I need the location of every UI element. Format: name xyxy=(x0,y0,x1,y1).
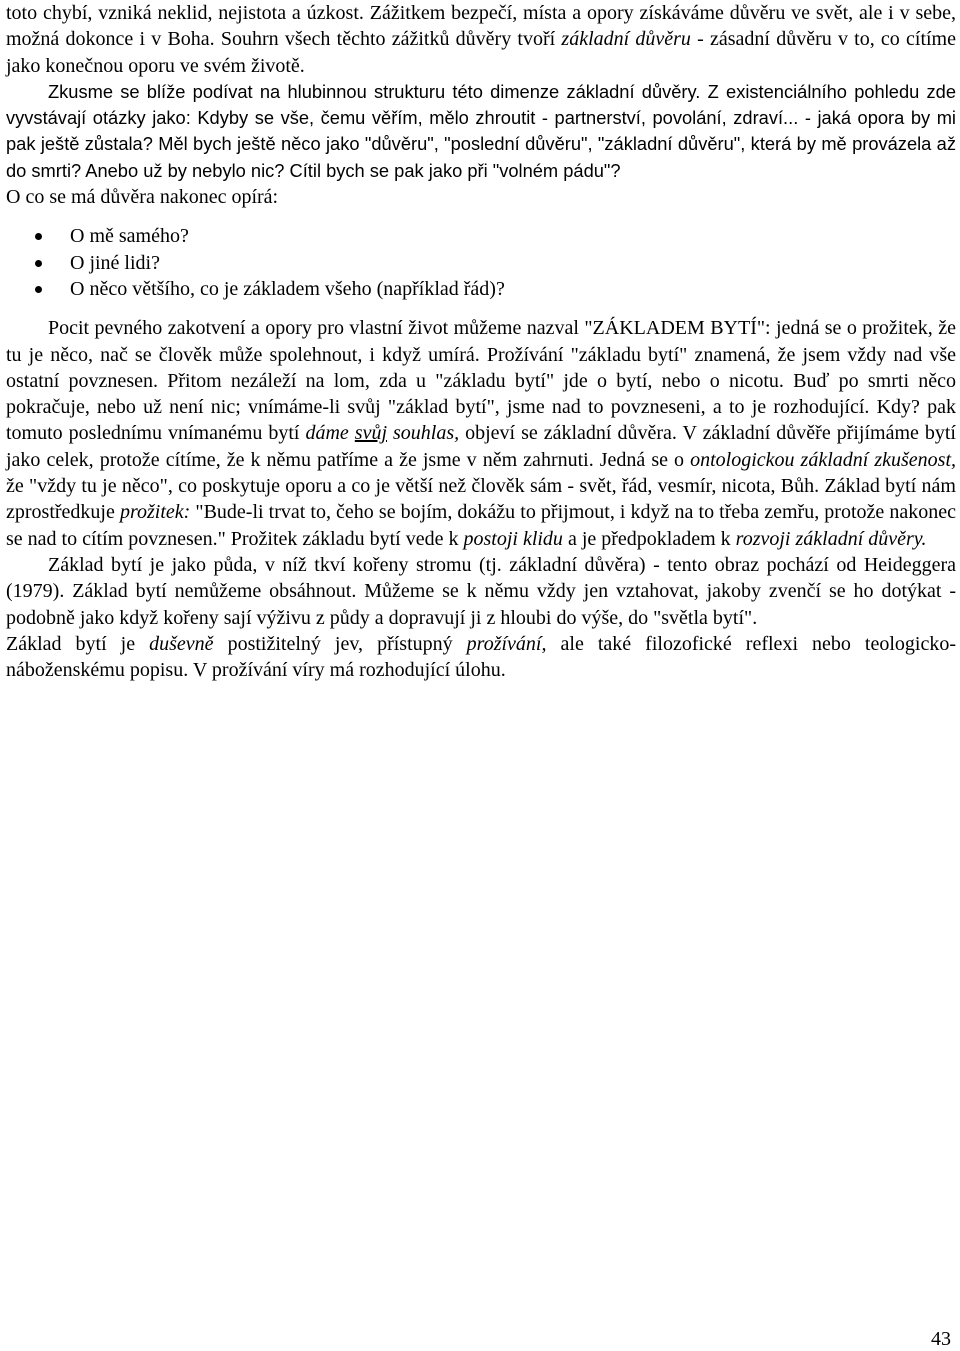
list-item-text: O něco většího, co je základem všeho (například řád)? xyxy=(70,277,505,300)
text-span: ale také filozofické reflexi nebo teologicko-náboženskému popisu. V prožívání víry má rozhodující úlohu. xyxy=(6,632,956,682)
bullet-icon xyxy=(35,286,42,293)
text-span: objeví se základní důvěra. V základní důvěře přijímáme bytí jako celek, protože cítíme, že k němu patříme a že jsme v něm zahrnuti. Jedná se o xyxy=(6,422,956,471)
document-page xyxy=(6,0,956,683)
list-item xyxy=(6,223,956,249)
text-span: Zkusme se blíže podívat na hlubinnou strukturu této dimenze základní důvěry. Z existenciálního pohledu zde vyvstávají otázky jako: Kdyby se vše, čemu věřím, mělo zhroutit - partnerství, povolání, zdraví... - jaká opora by mi pak ještě zůstala? Měl bych ještě něco jako "důvěru", "poslední důvěru", "základní důvěru", která by mě provázela až do smrti? Anebo už by nebylo nic? Cítil bych se pak jako při "volném pádu"? xyxy=(6,80,956,181)
list-item xyxy=(6,250,956,276)
text-span: Pocit pevného zakotvení a opory pro vlastní život můžeme nazval "ZÁKLADEM BYTÍ": jedná se o prožitek, že tu je něco, nač se člověk může spolehnout, i když umírá. Prožívání "základu bytí" znamená, že jsem vždy nad vše ostatní povznesen. Přitom nezáleží na lom, zda u "základu bytí" jde o bytí, nebo o nicotu. Buď po smrti něco pokračuje, nebo už není nic; vnímáme-li svůj "základ bytí", jsme nad to povzneseni, a to je rozhodující. Kdy? pak tomuto poslednímu vnímanému bytí xyxy=(6,317,956,445)
paragraph-existential xyxy=(6,79,956,184)
text-span: "Bude-li trvat to, čeho se bojím, dokážu to přijmout, i když na to třeba zemřu, protože nakonec se nad to cítím povznesen." Prožitek základu bytí vede k xyxy=(6,501,956,550)
bullet-icon xyxy=(35,233,42,240)
list-item-text: O mě samého? xyxy=(70,225,189,248)
question-list xyxy=(6,223,956,302)
list-item xyxy=(6,276,956,302)
underlined-text: svůj xyxy=(354,422,388,445)
italic-text: souhlas, xyxy=(387,422,460,445)
paragraph-ground-of-being xyxy=(6,315,956,552)
italic-term: duševně xyxy=(149,632,214,655)
italic-term: prožívání, xyxy=(466,632,547,655)
text-span: Základ bytí je xyxy=(6,632,150,655)
italic-text: dáme xyxy=(305,422,355,445)
question-line: O co se má důvěra nakonec opírá: xyxy=(6,186,279,209)
italic-term: základní důvěru xyxy=(561,28,691,51)
text-span: že "vždy tu je něco", co poskytuje oporu a co je větší než člověk sám - svět, řád, vesmír, nicota, Bůh. Základ bytí nám zprostředkuje xyxy=(6,475,956,524)
italic-phrase xyxy=(305,422,459,444)
text-span: - zásadní důvěru v to, co cítíme jako konečnou oporu ve svém životě. xyxy=(6,28,956,77)
list-item-text: O jiné lidi? xyxy=(70,251,160,274)
bullet-icon xyxy=(35,260,42,267)
italic-term: postoji klidu xyxy=(463,527,563,550)
text-span: a je předpokladem k xyxy=(562,527,736,550)
text-span: Základ bytí je jako půda, v níž tkví kořeny stromu (tj. základní důvěra) - tento obraz pochází od Heideggera (1979). Základ bytí nemůžeme obsáhnout. Můžeme se k němu vždy jen vztahovat, jakoby zvenčí se ho dotýkat - podobně jako když kořeny sají výživu z půdy a dopravují ji z hloubi do výše, do "světla bytí". xyxy=(6,553,956,629)
paragraph-faith xyxy=(6,631,956,684)
paragraph-intro xyxy=(6,0,956,79)
italic-term: prožitek: xyxy=(119,501,191,524)
paragraph-heidegger xyxy=(6,552,956,631)
page-number: 43 xyxy=(931,1328,951,1350)
italic-term: ontologickou základní zkušenost, xyxy=(690,448,957,471)
text-span: toto chybí, vzniká neklid, nejistota a úzkost. Zážitkem bezpečí, místa a opory získáváme důvěru ve svět, ale i v sebe, možná dokonce i v Boha. Souhrn všech těchto zážitků důvěry tvoří xyxy=(6,2,956,51)
italic-term: rozvoji základní důvěry. xyxy=(735,527,927,550)
text-span: postižitelný jev, přístupný xyxy=(213,632,467,655)
